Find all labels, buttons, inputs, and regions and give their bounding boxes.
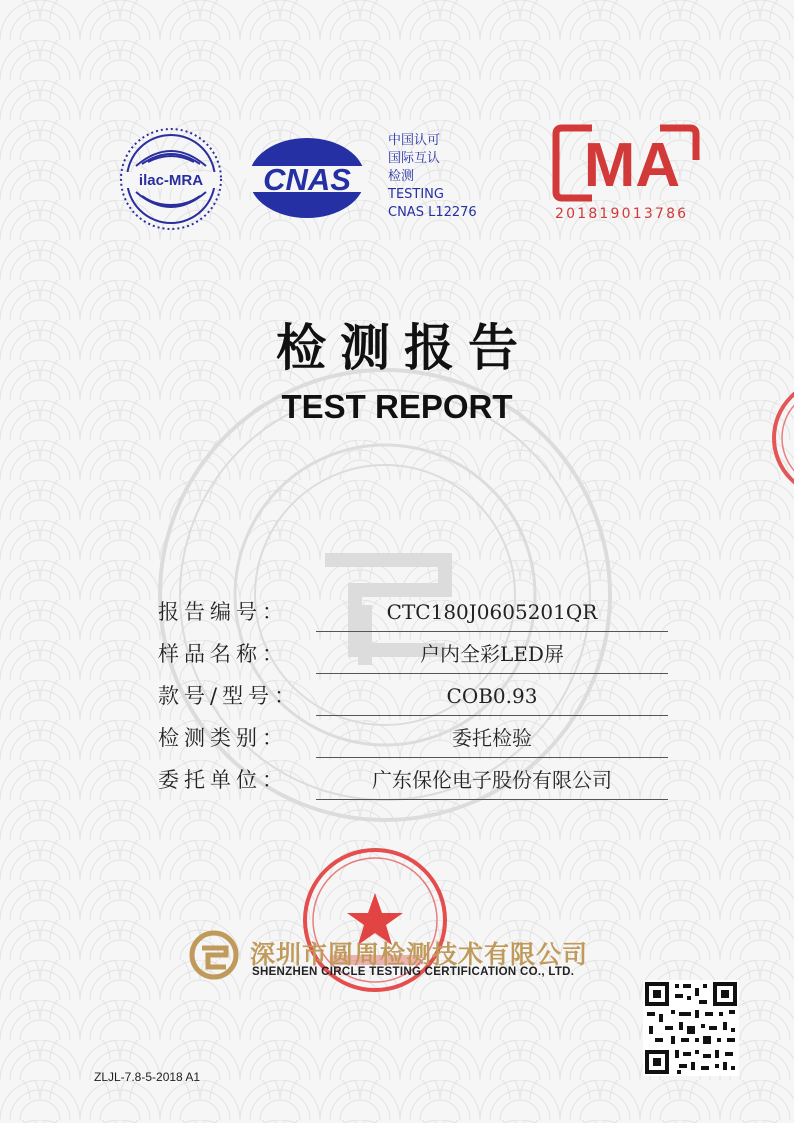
info-value: 广东保伦电子股份有限公司 [316, 760, 668, 800]
info-value: CTC180J0605201QR [316, 592, 668, 632]
info-value: 委托检验 [316, 718, 668, 758]
info-label: 委托单位： [158, 768, 288, 792]
cnas-line: 国际互认 [388, 151, 441, 166]
cnas-line: 中国认可 [388, 133, 441, 148]
report-info-table [158, 592, 670, 802]
report-title-en: TEST REPORT [281, 388, 513, 425]
cnas-line: 检测 [388, 169, 415, 184]
cnas-accreditation-text [388, 132, 477, 222]
info-row-report-number [158, 592, 670, 634]
info-label: 报告编号： [158, 600, 288, 624]
cnas-line: TESTING [388, 187, 444, 202]
report-title-cn: 检测报告 [276, 319, 532, 377]
ilac-mra-logo [118, 126, 224, 232]
info-label: 检测类别： [158, 726, 288, 750]
cma-logo-text: MA [583, 131, 681, 200]
company-logo-icon [186, 930, 246, 980]
info-row-model [158, 676, 670, 718]
document-code: ZLJL-7.8-5-2018 A1 [94, 1070, 201, 1084]
cma-logo [552, 124, 700, 202]
info-value: COB0.93 [316, 676, 668, 716]
qr-code[interactable] [643, 980, 739, 1076]
info-label: 样品名称： [158, 642, 288, 666]
cnas-line: CNAS L12276 [388, 205, 477, 220]
cma-number: 201819013786 [555, 206, 689, 222]
info-value: 户内全彩LED屏 [316, 634, 668, 674]
info-row-sample-name [158, 634, 670, 676]
cnas-logo [246, 136, 368, 220]
cnas-logo-text: CNAS [263, 162, 351, 197]
company-name-en: SHENZHEN CIRCLE TESTING CERTIFICATION CO., LTD. [252, 966, 575, 978]
seal-stamp-right [760, 378, 794, 498]
ilac-logo-text: ilac-MRA [138, 172, 204, 189]
info-row-test-type [158, 718, 670, 760]
info-label: 款号/型号： [158, 684, 301, 708]
info-row-client [158, 760, 670, 802]
company-name-cn: 深圳市圆周检测技术有限公司 [250, 940, 589, 969]
